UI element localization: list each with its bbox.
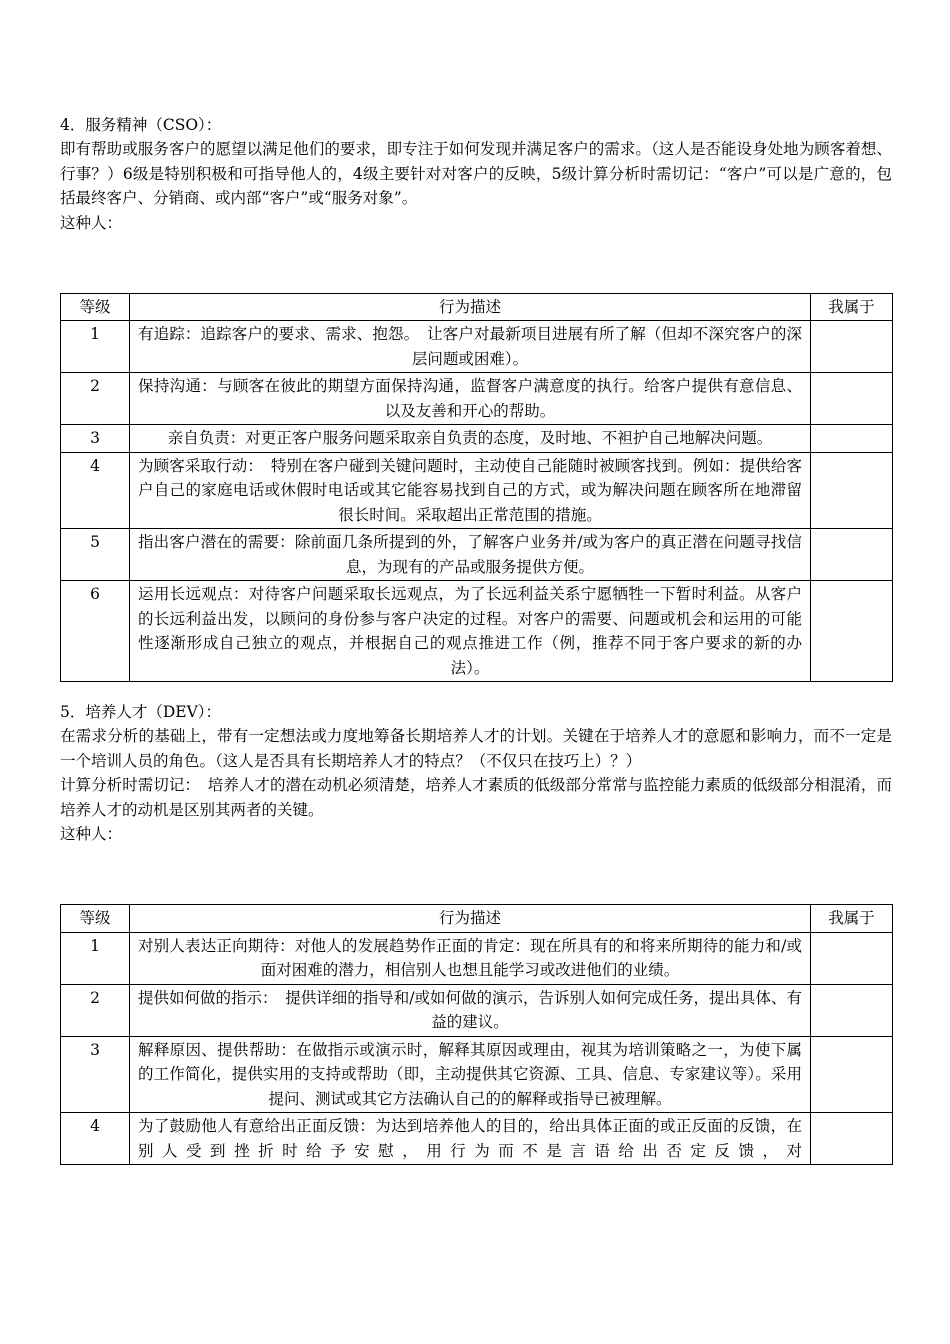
row-desc: 亲自负责：对更正客户服务问题采取亲自负责的态度，及时地、不袒护自己地解决问题。 bbox=[130, 425, 811, 453]
row-desc: 对别人表达正向期待：对他人的发展趋势作正面的肯定：现在所具有的和将来所期待的能力和/或面对困难的潜力，相信别人也想且能学习或改进他们的业绩。 bbox=[130, 932, 811, 984]
table-header-row bbox=[61, 905, 893, 933]
row-mine-cell[interactable] bbox=[811, 1036, 893, 1113]
table-header-row bbox=[61, 293, 893, 321]
section4-heading: 4．服务精神（CSO）： bbox=[60, 116, 222, 134]
document-page bbox=[60, 113, 892, 1165]
row-level: 4 bbox=[61, 1113, 130, 1165]
row-desc: 为顾客采取行动： 特别在客户碰到关键问题时，主动使自己能随时被顾客找到。例如：提供给客户自己的家庭电话或休假时电话或其它能容易找到自己的方式，或为解决问题在顾客所在地滞留很长时间。采取超出正常范围的措施。 bbox=[130, 452, 811, 529]
section5-paragraph-1: 在需求分析的基础上，带有一定想法或力度地筹备长期培养人才的计划。关键在于培养人才的意愿和影响力，而不一定是一个培训人员的角色。（这人是否具有长期培养人才的特点？（不仅只在技巧上）？） bbox=[60, 727, 892, 770]
row-mine-cell[interactable] bbox=[811, 932, 893, 984]
header-level: 等级 bbox=[61, 905, 130, 933]
section5-table bbox=[60, 904, 893, 1165]
section5-this-person: 这种人： bbox=[60, 825, 123, 843]
table-row bbox=[61, 984, 893, 1036]
row-desc: 提供如何做的指示： 提供详细的指导和/或如何做的演示，告诉别人如何完成任务，提出具体、有益的建议。 bbox=[130, 984, 811, 1036]
row-level: 3 bbox=[61, 425, 130, 453]
row-level: 1 bbox=[61, 321, 130, 373]
header-level: 等级 bbox=[61, 293, 130, 321]
table-row bbox=[61, 1036, 893, 1113]
row-mine-cell[interactable] bbox=[811, 425, 893, 453]
table-row bbox=[61, 932, 893, 984]
section5-heading: 5．培养人才（DEV）： bbox=[60, 703, 222, 721]
row-desc: 解释原因、提供帮助：在做指示或演示时，解释其原因或理由，视其为培训策略之一，为使下属的工作简化，提供实用的支持或帮助（即，主动提供其它资源、工具、信息、专家建议等）。采用提问、测试或其它方法确认自己的的解释或指导已被理解。 bbox=[130, 1036, 811, 1113]
row-level: 1 bbox=[61, 932, 130, 984]
header-desc: 行为描述 bbox=[130, 905, 811, 933]
row-mine-cell[interactable] bbox=[811, 984, 893, 1036]
row-level: 5 bbox=[61, 529, 130, 581]
header-mine: 我属于 bbox=[811, 905, 893, 933]
table-row bbox=[61, 452, 893, 529]
row-mine-cell[interactable] bbox=[811, 452, 893, 529]
table-row bbox=[61, 425, 893, 453]
row-mine-cell[interactable] bbox=[811, 529, 893, 581]
row-level: 2 bbox=[61, 373, 130, 425]
row-desc: 有追踪：追踪客户的要求、需求、抱怨。 让客户对最新项目进展有所了解（但却不深究客户的深层问题或困难）。 bbox=[130, 321, 811, 373]
section4-table bbox=[60, 293, 893, 683]
row-mine-cell[interactable] bbox=[811, 581, 893, 682]
header-mine: 我属于 bbox=[811, 293, 893, 321]
row-level: 3 bbox=[61, 1036, 130, 1113]
table-row bbox=[61, 373, 893, 425]
table-row bbox=[61, 1113, 893, 1165]
row-mine-cell[interactable] bbox=[811, 1113, 893, 1165]
row-level: 4 bbox=[61, 452, 130, 529]
section4-paragraph: 即有帮助或服务客户的愿望以满足他们的要求，即专注于如何发现并满足客户的需求。（这人是否能设身处地为顾客着想、行事？）6级是特别积极和可指导他人的，4级主要针对对客户的反映，5级计算分析时需切记：“客户”可以是广意的，包括最终客户、分销商、或内部“客户”或“服务对象”。 bbox=[60, 140, 892, 207]
row-desc: 指出客户潜在的需要：除前面几条所提到的外，了解客户业务并/或为客户的真正潜在问题寻找信息，为现有的产品或服务提供方便。 bbox=[130, 529, 811, 581]
row-desc: 为了鼓励他人有意给出正面反馈：为达到培养他人的目的，给出具体正面的或正反面的反馈，在别人受到挫折时给予安慰，用行为而不是言语给出否定反馈，对 bbox=[130, 1113, 811, 1165]
row-mine-cell[interactable] bbox=[811, 321, 893, 373]
row-level: 2 bbox=[61, 984, 130, 1036]
row-level: 6 bbox=[61, 581, 130, 682]
section4-this-person: 这种人： bbox=[60, 213, 123, 232]
section5-paragraph-2: 计算分析时需切记： 培养人才的潜在动机必须清楚，培养人才素质的低级部分常常与监控能力素质的低级部分相混淆，而培养人才的动机是区别其两者的关键。 bbox=[60, 776, 892, 819]
table-row bbox=[61, 529, 893, 581]
table-row bbox=[61, 321, 893, 373]
table-row bbox=[61, 581, 893, 682]
header-desc: 行为描述 bbox=[130, 293, 811, 321]
row-desc: 保持沟通：与顾客在彼此的期望方面保持沟通，监督客户满意度的执行。给客户提供有意信息、以及友善和开心的帮助。 bbox=[130, 373, 811, 425]
row-desc: 运用长远观点：对待客户问题采取长远观点，为了长远利益关系宁愿牺牲一下暂时利益。从客户的长远利益出发，以顾问的身份参与客户决定的过程。对客户的需要、问题或机会和运用的可能性逐渐形成自己独立的观点，并根据自己的观点推进工作（例，推荐不同于客户要求的新的办法）。 bbox=[130, 581, 811, 682]
row-mine-cell[interactable] bbox=[811, 373, 893, 425]
